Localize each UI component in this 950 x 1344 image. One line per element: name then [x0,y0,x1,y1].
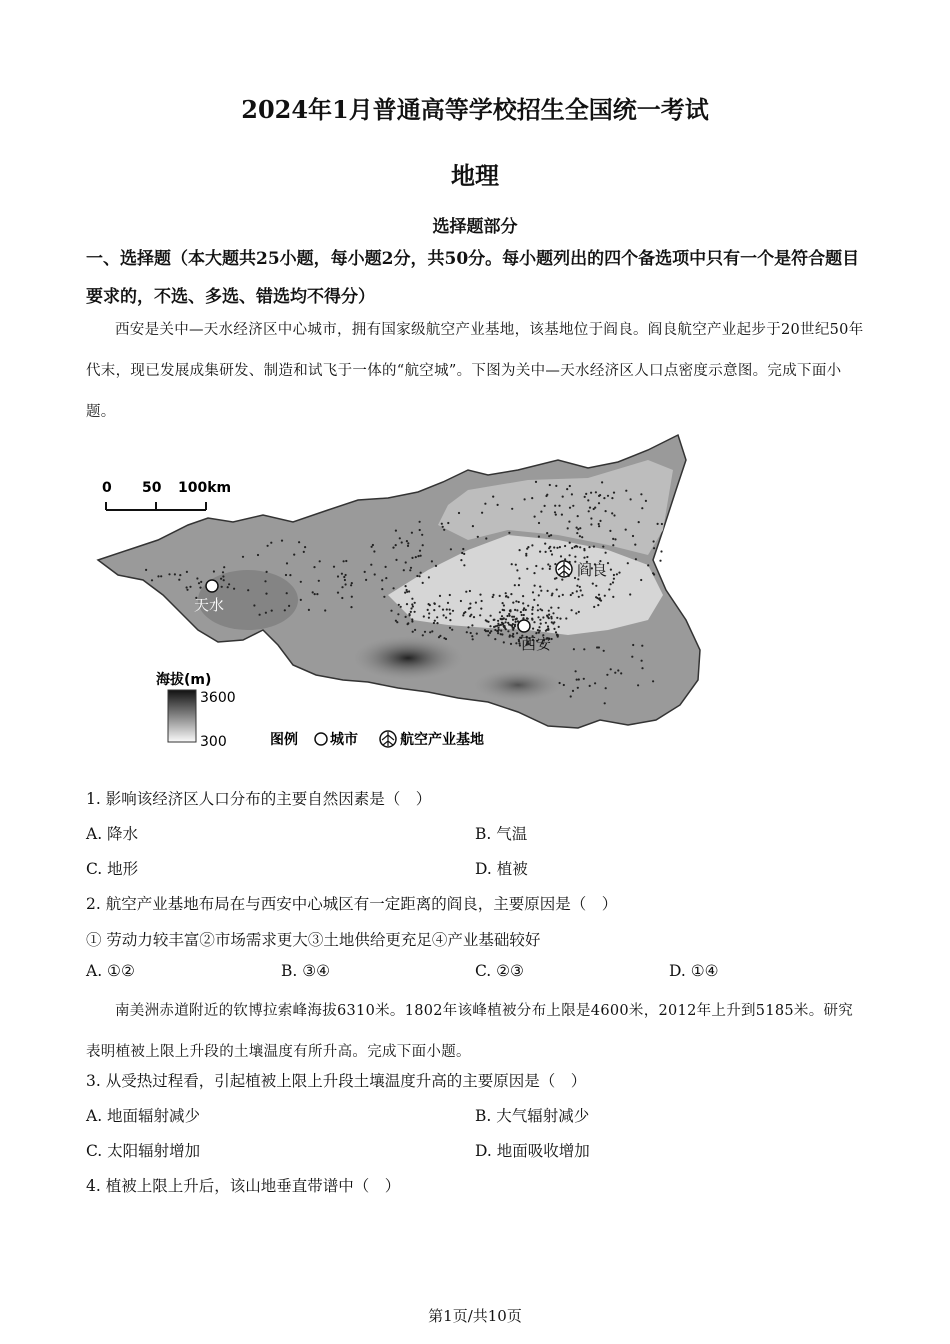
question-1-stem: 1. 影响该经济区人口分布的主要自然因素是（ ） [86,790,432,808]
passage-1: 西安是关中—天水经济区中心城市，拥有国家级航空产业基地，该基地位于阎良。阎良航空产业起步于20世纪50年代末，现已发展成集研发、制造和试飞于一体的“航空城”。下图为关中—天水经济区人口点密度示意图。完成下面小题。 [86,322,864,420]
question-2-items: ① 劳动力较丰富②市场需求更大③土地供给更充足④产业基础较好 [86,931,541,949]
question-4-stem: 4. 植被上限上升后，该山地垂直带谱中（ ） [86,1177,401,1195]
elevation-max: 3600 [200,690,236,706]
city-marker-tianshui [206,580,218,592]
scale-label-0: 0 [102,480,112,496]
aviation-base-icon [556,561,572,577]
legend-base-label: 航空产业基地 [400,732,484,748]
q3-option-b[interactable]: B. 大气辐射减少 [475,1107,590,1125]
section-heading: 一、选择题（本大题共25小题，每小题2分，共50分。每小题列出的四个备选项中只有一个是符合题目要求的，不选、多选、错选均不得分） [86,249,860,307]
qinling-mountains [353,636,463,680]
page-footer: 第1页/共10页 [428,1307,522,1325]
question-2-stem: 2. 航空产业基地布局在与西安中心城区有一定距离的阎良，主要原因是（ ） [86,895,618,913]
legend-aviation-base-icon [380,731,396,747]
passage-2: 南美洲赤道附近的钦博拉索峰海拔6310米。1802年该峰植被分布上限是4600米，2012年上升到5185米。研究表明植被上限上升段的土壤温度有所升高。完成下面小题。 [86,1003,854,1060]
q1-option-d[interactable]: D. 植被 [475,860,528,878]
legend-label: 图例 [270,732,298,748]
legend-city-icon [315,733,327,745]
scale-label-50: 50 [142,480,162,496]
subject-title: 地理 [451,161,499,190]
exam-title: 2024年1月普通高等学校招生全国统一考试 [241,95,709,124]
q2-option-a[interactable]: A. ①② [86,962,135,980]
elevation-colorbar [168,690,196,742]
scale-bar [102,480,231,510]
elevation-min: 300 [200,734,227,750]
city-marker-xian [518,620,530,632]
q3-option-d[interactable]: D. 地面吸收增加 [475,1142,590,1160]
q2-option-b[interactable]: B. ③④ [281,962,331,980]
question-3-stem: 3. 从受热过程看，引起植被上限上升段土壤温度升高的主要原因是（ ） [86,1072,587,1090]
part-title: 选择题部分 [432,217,518,237]
city-label-tianshui: 天水 [194,596,225,614]
q3-option-a[interactable]: A. 地面辐射减少 [86,1107,201,1125]
q3-option-c[interactable]: C. 太阳辐射增加 [86,1142,201,1160]
q1-option-a[interactable]: A. 降水 [86,825,139,843]
base-label-yanliang: 阎良 [577,561,608,579]
q1-option-c[interactable]: C. 地形 [86,860,139,878]
legend-city-label: 城市 [330,732,358,748]
q1-option-b[interactable]: B. 气温 [475,825,528,843]
scale-label-100: 100km [178,480,232,496]
elevation-title: 海拔(m) [156,672,212,688]
q2-option-c[interactable]: C. ②③ [475,962,524,980]
population-density-map [88,430,713,755]
q2-option-d[interactable]: D. ①④ [669,962,719,980]
city-label-xian: 西安 [521,635,552,653]
